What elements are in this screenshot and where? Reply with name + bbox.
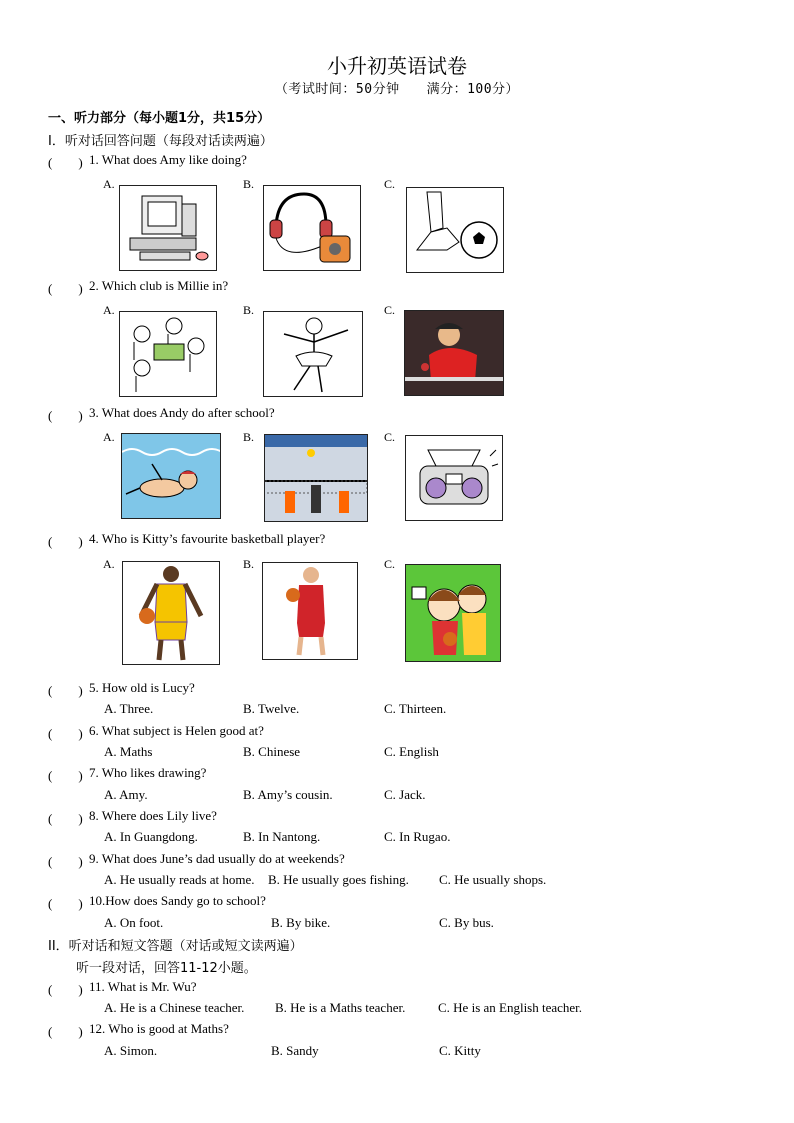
headphones-picture bbox=[263, 185, 361, 271]
option-a: A. He is a Chinese teacher. bbox=[104, 1000, 245, 1015]
option-b: B. He is a Maths teacher. bbox=[275, 1000, 406, 1015]
option-label: B. bbox=[243, 303, 255, 317]
option-label: C. bbox=[384, 303, 396, 317]
option-a: A. Simon. bbox=[104, 1043, 158, 1058]
answer-blank: ( ) bbox=[48, 1024, 83, 1039]
option-a: A. On foot. bbox=[104, 915, 164, 930]
answer-blank: ( ) bbox=[48, 854, 83, 869]
section-heading-listening: 一、听力部分（每小题1分，共15分） bbox=[48, 111, 271, 126]
option-c: C. By bus. bbox=[439, 915, 494, 930]
option-label: B. bbox=[243, 430, 255, 444]
option-label: B. bbox=[243, 557, 255, 571]
option-label: A. bbox=[103, 557, 115, 571]
option-c: C. In Rugao. bbox=[384, 829, 451, 844]
option-label: C. bbox=[384, 557, 396, 571]
option-label: C. bbox=[384, 430, 396, 444]
dancing-picture bbox=[263, 311, 363, 397]
option-c: C. Kitty bbox=[439, 1043, 481, 1058]
football-picture bbox=[406, 187, 504, 273]
computer-picture bbox=[119, 185, 217, 271]
answer-blank: ( ) bbox=[48, 408, 83, 423]
option-c: C. He is an English teacher. bbox=[438, 1000, 583, 1015]
answer-blank: ( ) bbox=[48, 726, 83, 741]
answer-blank: ( ) bbox=[48, 683, 83, 698]
question-7: 7. Who likes drawing? bbox=[89, 765, 207, 780]
answer-blank: ( ) bbox=[48, 534, 83, 549]
option-label: C. bbox=[384, 177, 396, 191]
answer-blank: ( ) bbox=[48, 155, 83, 170]
option-label: A. bbox=[103, 177, 115, 191]
exam-info: （考试时间：50分钟 满分：100分） bbox=[274, 82, 520, 97]
basketball-player-picture bbox=[122, 561, 220, 665]
option-b: B. Amy’s cousin. bbox=[243, 787, 333, 802]
question-11: 11. What is Mr. Wu? bbox=[89, 979, 197, 994]
option-a: A. Maths bbox=[104, 744, 153, 759]
option-b: B. He usually goes fishing. bbox=[268, 872, 409, 887]
answer-blank: ( ) bbox=[48, 896, 83, 911]
part-2-instructions: 听一段对话，回答11-12小题。 bbox=[76, 961, 257, 976]
option-label: B. bbox=[243, 177, 255, 191]
question-12: 12. Who is good at Maths? bbox=[89, 1021, 229, 1036]
option-c: C. He usually shops. bbox=[439, 872, 547, 887]
cartoon-basketball-picture bbox=[405, 564, 501, 662]
option-a: A. Three. bbox=[104, 701, 154, 716]
reading-club-picture bbox=[119, 311, 217, 397]
option-a: A. Amy. bbox=[104, 787, 148, 802]
question-6: 6. What subject is Helen good at? bbox=[89, 723, 264, 738]
answer-blank: ( ) bbox=[48, 281, 83, 296]
option-label: A. bbox=[103, 430, 115, 444]
table-tennis-picture bbox=[404, 310, 504, 396]
question-2: 2. Which club is Millie in? bbox=[89, 278, 229, 293]
answer-blank: ( ) bbox=[48, 768, 83, 783]
option-c: C. Thirteen. bbox=[384, 701, 447, 716]
answer-blank: ( ) bbox=[48, 982, 83, 997]
option-c: C. English bbox=[384, 744, 439, 759]
part-heading-1: I．听对话回答问题（每段对话读两遍） bbox=[48, 134, 273, 149]
radio-picture bbox=[405, 435, 503, 521]
part-heading-2: II．听对话和短文答题（对话或短文读两遍） bbox=[48, 939, 303, 954]
option-a: A. In Guangdong. bbox=[104, 829, 198, 844]
question-9: 9. What does June’s dad usually do at weekends? bbox=[89, 851, 345, 866]
volleyball-picture bbox=[264, 434, 368, 522]
question-4: 4. Who is Kitty’s favourite basketball player? bbox=[89, 531, 326, 546]
option-b: B. Chinese bbox=[243, 744, 301, 759]
question-8: 8. Where does Lily live? bbox=[89, 808, 217, 823]
option-b: B. Sandy bbox=[271, 1043, 319, 1058]
option-a: A. He usually reads at home. bbox=[104, 872, 255, 887]
option-label: A. bbox=[103, 303, 115, 317]
swimming-picture bbox=[121, 433, 221, 519]
question-10: 10.How does Sandy go to school? bbox=[89, 893, 266, 908]
basketball-player-picture-2 bbox=[262, 562, 358, 660]
question-5: 5. How old is Lucy? bbox=[89, 680, 195, 695]
option-b: B. In Nantong. bbox=[243, 829, 321, 844]
option-b: B. By bike. bbox=[271, 915, 331, 930]
question-3: 3. What does Andy do after school? bbox=[89, 405, 275, 420]
question-1: 1. What does Amy like doing? bbox=[89, 152, 247, 167]
option-c: C. Jack. bbox=[384, 787, 426, 802]
page-title: 小升初英语试卷 bbox=[327, 54, 467, 78]
answer-blank: ( ) bbox=[48, 811, 83, 826]
option-b: B. Twelve. bbox=[243, 701, 300, 716]
